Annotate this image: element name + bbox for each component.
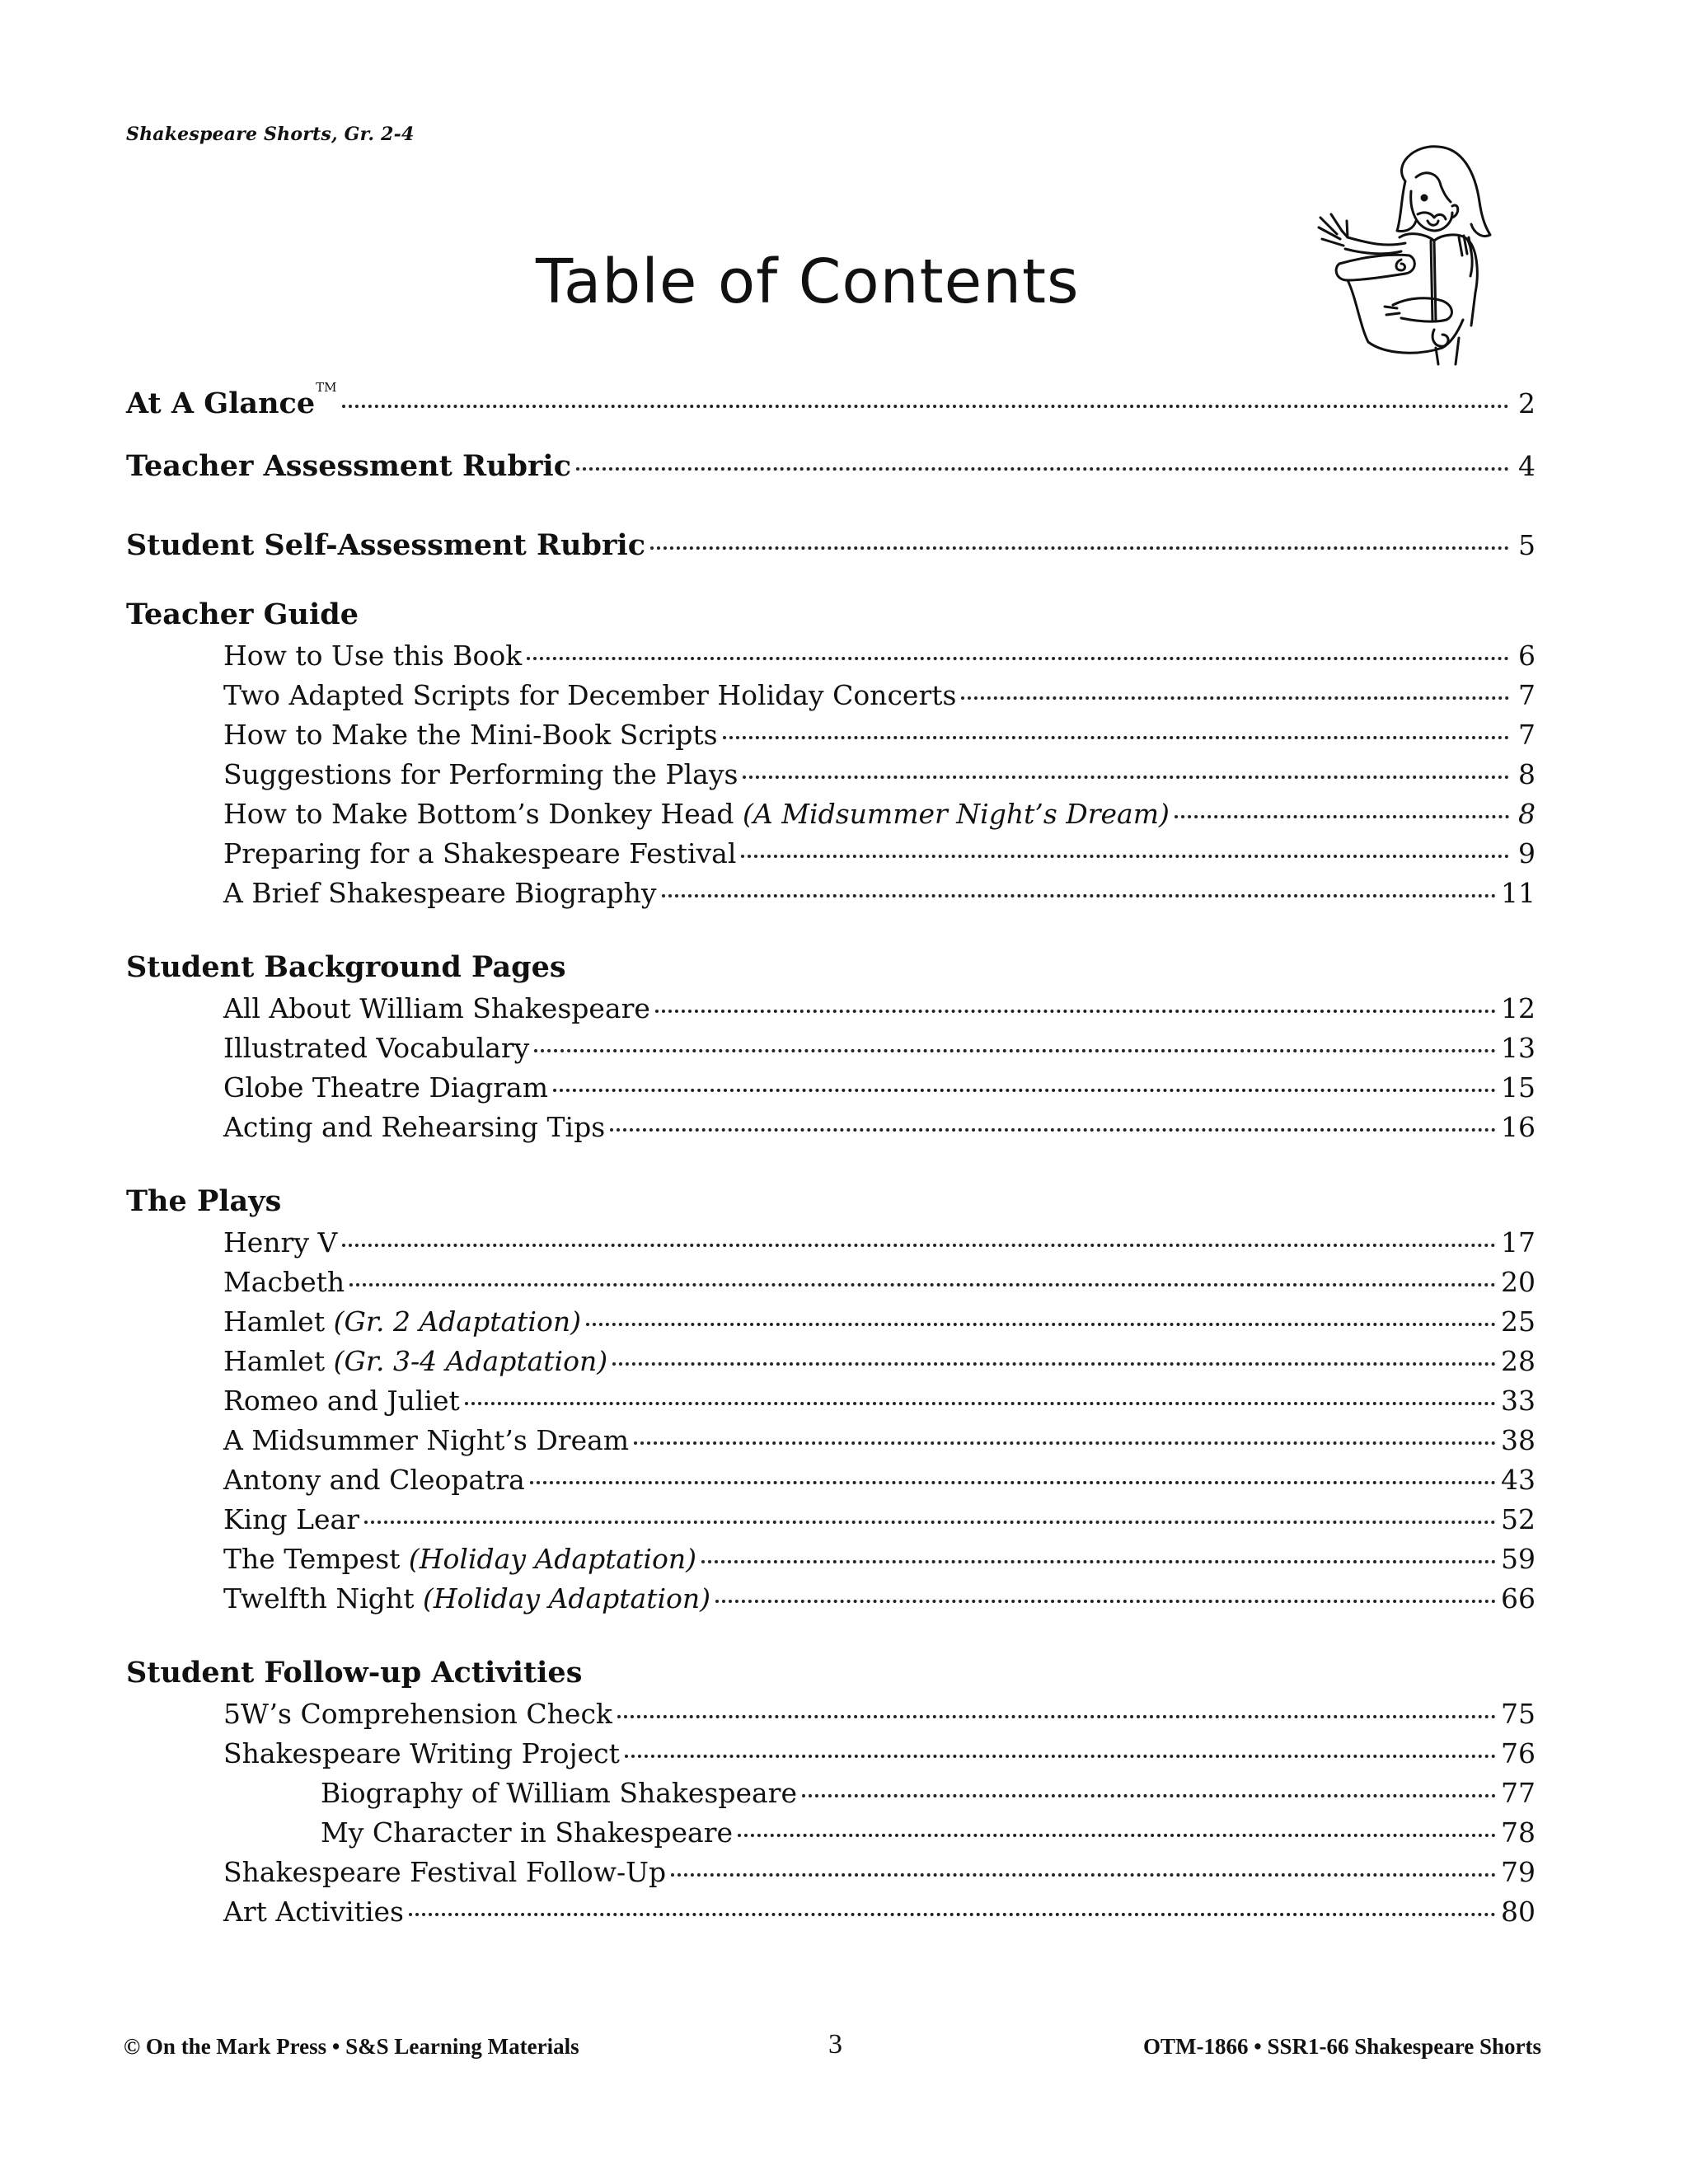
- toc-entry[interactable]: [126, 715, 1536, 755]
- dot-leader: [530, 1481, 1496, 1484]
- italic-play-title: (A Midsummer Night’s Dream): [743, 798, 1170, 830]
- toc-entry-label: Globe Theatre Diagram: [223, 1071, 549, 1104]
- toc-entry[interactable]: [126, 676, 1536, 715]
- toc-page-number: 2: [1518, 387, 1536, 419]
- toc-page-number: 13: [1501, 1032, 1536, 1064]
- toc-page-number: 20: [1501, 1266, 1536, 1298]
- section-heading: Student Background Pages: [126, 950, 566, 984]
- dot-leader: [342, 405, 1510, 408]
- toc-entry[interactable]: [126, 1500, 1536, 1540]
- toc-page-number: 11: [1501, 877, 1536, 909]
- toc-entry[interactable]: [126, 636, 1536, 676]
- dot-leader: [527, 657, 1509, 660]
- toc-page-number: 12: [1501, 992, 1536, 1024]
- toc-entry[interactable]: [126, 874, 1536, 913]
- toc-entry-label: Hamlet (Gr. 2 Adaptation): [223, 1305, 581, 1338]
- toc-entry-label: Shakespeare Festival Follow-Up: [223, 1856, 667, 1888]
- dot-leader: [634, 1441, 1496, 1445]
- dot-leader: [1175, 815, 1509, 818]
- toc-entry[interactable]: [126, 1579, 1536, 1619]
- toc-entry-label: Hamlet (Gr. 3-4 Adaptation): [223, 1345, 608, 1377]
- dot-leader: [553, 1089, 1496, 1092]
- toc-page-number: 9: [1518, 837, 1536, 869]
- toc-entry-student-self-assessment-rubric[interactable]: [126, 521, 1536, 600]
- toc-page-number: 17: [1501, 1226, 1536, 1258]
- toc-entry-label: A Brief Shakespeare Biography: [223, 877, 657, 909]
- toc-entry-label: Macbeth: [223, 1266, 345, 1298]
- toc-entry-label: Acting and Rehearsing Tips: [223, 1111, 606, 1143]
- toc-entry[interactable]: [126, 989, 1536, 1029]
- toc-entry-label: Henry V: [223, 1226, 338, 1258]
- toc-page-number: 6: [1518, 640, 1536, 672]
- toc-entry-label: Twelfth Night (Holiday Adaptation): [223, 1582, 711, 1615]
- toc-page-number: 38: [1501, 1424, 1536, 1456]
- toc-entry-label: Illustrated Vocabulary: [223, 1032, 530, 1064]
- toc-page-number: 78: [1501, 1816, 1536, 1849]
- dot-leader: [465, 1402, 1496, 1405]
- toc-entry-label: Art Activities: [223, 1896, 404, 1928]
- toc-page-number: 7: [1518, 679, 1536, 711]
- toc-entry-label: 5W’s Comprehension Check: [223, 1698, 612, 1730]
- italic-adaptation-note: (Holiday Adaptation): [408, 1543, 696, 1575]
- section-heading: The Plays: [126, 1184, 282, 1218]
- dot-leader: [617, 1715, 1496, 1718]
- running-head: Shakespeare Shorts, Gr. 2-4: [126, 124, 415, 145]
- toc-page-number: 28: [1501, 1345, 1536, 1377]
- toc-entry-label: At A Glance™: [126, 380, 337, 420]
- toc-page-number: 8: [1518, 758, 1536, 790]
- footer-product-code: OTM-1866 • SSR1-66 Shakespeare Shorts: [1143, 2034, 1541, 2059]
- toc-page-number: 15: [1501, 1071, 1536, 1104]
- toc-entry-label: Student Self-Assessment Rubric: [126, 528, 645, 562]
- toc-page-number: 43: [1501, 1464, 1536, 1496]
- toc-subentry[interactable]: [126, 1813, 1536, 1853]
- dot-leader: [715, 1600, 1496, 1603]
- toc-entry-label: All About William Shakespeare: [223, 992, 650, 1024]
- toc-entry-label: Preparing for a Shakespeare Festival: [223, 837, 737, 869]
- page-title: Table of Contents: [536, 246, 1080, 317]
- toc-entry[interactable]: [126, 1223, 1536, 1263]
- toc-entry[interactable]: [126, 1460, 1536, 1500]
- dot-leader: [349, 1283, 1496, 1286]
- shakespeare-with-scroll-illustration: [1269, 132, 1517, 367]
- toc-page-number: 76: [1501, 1737, 1536, 1769]
- toc-page-number: 80: [1501, 1896, 1536, 1928]
- toc-entry[interactable]: [126, 1421, 1536, 1460]
- toc-entry-label: Romeo and Juliet: [223, 1385, 460, 1417]
- toc-entry[interactable]: [126, 1694, 1536, 1734]
- dot-leader: [671, 1873, 1496, 1877]
- toc-entry-label: How to Make the Mini-Book Scripts: [223, 719, 718, 751]
- toc-page-number: 77: [1501, 1777, 1536, 1809]
- dot-leader: [610, 1128, 1496, 1132]
- italic-adaptation-note: (Gr. 3-4 Adaptation): [333, 1345, 608, 1377]
- toc-entry-label: King Lear: [223, 1503, 359, 1535]
- dot-leader: [586, 1323, 1496, 1326]
- toc-entry-label: The Tempest (Holiday Adaptation): [223, 1543, 696, 1575]
- toc-entry-teacher-assessment-rubric[interactable]: [126, 442, 1536, 521]
- toc-entry[interactable]: [126, 1263, 1536, 1302]
- toc-entry[interactable]: [126, 794, 1536, 834]
- toc-entry-label: My Character in Shakespeare: [321, 1816, 734, 1849]
- toc-entry-label: Suggestions for Performing the Plays: [223, 758, 738, 790]
- toc-entry-at-a-glance[interactable]: [126, 363, 1536, 442]
- toc-entry[interactable]: [126, 1540, 1536, 1579]
- dot-leader: [738, 1834, 1496, 1837]
- toc-subentry[interactable]: [126, 1774, 1536, 1813]
- trademark-symbol: TM: [316, 380, 337, 395]
- toc-page-number: 4: [1518, 450, 1536, 482]
- table-of-contents: [126, 363, 1536, 1965]
- footer-copyright: © On the Mark Press • S&S Learning Materials: [124, 2034, 579, 2059]
- toc-section-the-plays: [126, 1180, 1536, 1619]
- toc-entry-label: How to Make Bottom’s Donkey Head (A Midsummer Night’s Dream): [223, 798, 1170, 830]
- toc-page-number: 8: [1518, 798, 1536, 830]
- dot-leader: [342, 1244, 1496, 1247]
- toc-entry[interactable]: [126, 1068, 1536, 1108]
- toc-page-number: 59: [1501, 1543, 1536, 1575]
- dot-leader: [625, 1755, 1496, 1758]
- toc-page-number: 33: [1501, 1385, 1536, 1417]
- dot-leader: [655, 1010, 1496, 1013]
- toc-section-student-background-pages: [126, 946, 1536, 1147]
- dot-leader: [741, 855, 1509, 858]
- dot-leader: [364, 1521, 1496, 1524]
- dot-leader: [662, 894, 1496, 898]
- toc-entry[interactable]: [126, 834, 1536, 874]
- section-heading: Student Follow-up Activities: [126, 1656, 583, 1690]
- toc-page-number: 25: [1501, 1305, 1536, 1338]
- dot-leader: [961, 696, 1509, 700]
- toc-entry-label: Antony and Cleopatra: [223, 1464, 525, 1496]
- toc-page-number: 7: [1518, 719, 1536, 751]
- section-heading: Teacher Guide: [126, 598, 359, 631]
- toc-section-student-follow-up-activities: [126, 1652, 1536, 1932]
- toc-entry[interactable]: [126, 1108, 1536, 1147]
- dot-leader: [701, 1560, 1496, 1563]
- toc-page-number: 79: [1501, 1856, 1536, 1888]
- toc-section-teacher-guide: [126, 593, 1536, 913]
- toc-entry[interactable]: [126, 1381, 1536, 1421]
- toc-entry-label: Biography of William Shakespeare: [321, 1777, 797, 1809]
- toc-entry-label: Teacher Assessment Rubric: [126, 449, 572, 483]
- dot-leader: [743, 776, 1509, 779]
- dot-leader: [534, 1049, 1496, 1052]
- footer-page-number: 3: [828, 2029, 842, 2060]
- dot-leader: [650, 546, 1509, 550]
- italic-adaptation-note: (Gr. 2 Adaptation): [333, 1305, 581, 1338]
- dot-leader: [612, 1362, 1496, 1366]
- italic-adaptation-note: (Holiday Adaptation): [422, 1582, 711, 1615]
- toc-page-number: 5: [1518, 529, 1536, 561]
- toc-entry[interactable]: [126, 755, 1536, 794]
- toc-entry[interactable]: [126, 1029, 1536, 1068]
- toc-entry-label: A Midsummer Night’s Dream: [223, 1424, 630, 1456]
- toc-entry-label: How to Use this Book: [223, 640, 523, 672]
- toc-entry-label: Shakespeare Writing Project: [223, 1737, 620, 1769]
- dot-leader: [576, 467, 1509, 471]
- toc-page-number: 66: [1501, 1582, 1536, 1615]
- toc-entry[interactable]: [126, 1853, 1536, 1892]
- toc-page-number: 75: [1501, 1698, 1536, 1730]
- toc-entry[interactable]: [126, 1734, 1536, 1774]
- dot-leader: [723, 736, 1509, 739]
- toc-page-number: 52: [1501, 1503, 1536, 1535]
- toc-entry[interactable]: [126, 1342, 1536, 1381]
- toc-entry[interactable]: [126, 1892, 1536, 1932]
- toc-entry[interactable]: [126, 1302, 1536, 1342]
- dot-leader: [409, 1913, 1496, 1916]
- toc-page-number: 16: [1501, 1111, 1536, 1143]
- dot-leader: [802, 1794, 1496, 1797]
- toc-entry-label: Two Adapted Scripts for December Holiday Concerts: [223, 679, 957, 711]
